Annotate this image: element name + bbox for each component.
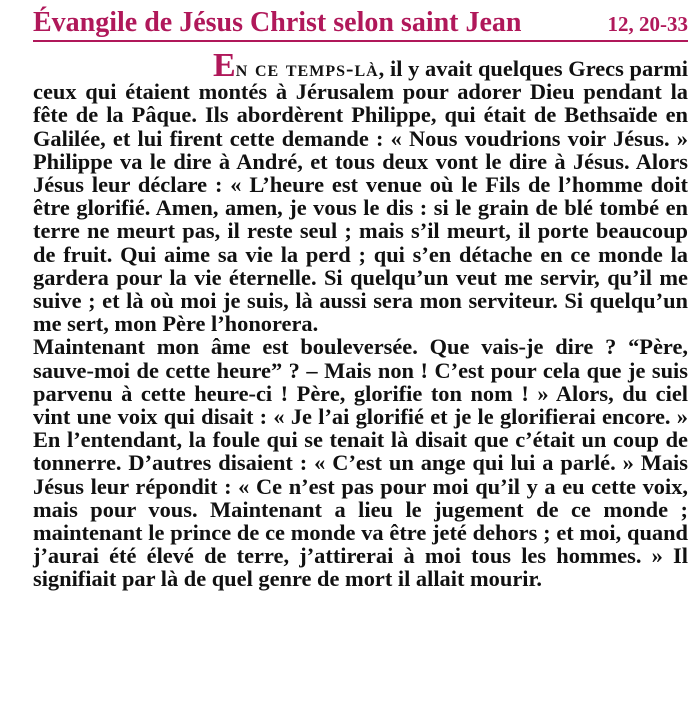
gospel-title: Évangile de Jésus Christ selon saint Jean xyxy=(33,7,522,38)
paragraph-2: Maintenant mon âme est bouleversée. Que vais-je dire ? “Père, sauve-moi de cette heure” ? – Mais non ! C’est pour cela que je suis parvenu à cette heure-ci ! Père, glorifie ton nom ! » Alors, du ciel vint une voix qui disait : « Je l’ai glorifié et je le glorifierai encore. » En l’entendant, la foule qui se tenait là disait que c’était un coup de tonnerre. D’autres disaient : « C’est un ange qui lui a parlé. » Mais Jésus leur répondit : « Ce n’est pas pour moi qu’il y a eu cette voix, mais pour vous. Maintenant a lieu le jugement de ce monde ; maintenant le prince de ce monde va être jeté dehors ; et moi, quand j’aurai été élevé de terre, j’attirerai à moi tous les hommes. » Il signifiait par là de quel genre de mort il allait mourir. xyxy=(33,334,688,592)
scripture-reference: 12, 20-33 xyxy=(607,12,688,36)
drop-cap-initial: E xyxy=(213,47,236,84)
gospel-header xyxy=(33,6,688,42)
paragraph-1 xyxy=(33,47,688,337)
opening-small-caps: n ce temps-là xyxy=(235,56,379,81)
paragraph-1-text: , il y avait quelques Grecs parmi ceux qui étaient montés à Jérusalem pour adorer Dieu pendant la fête de la Pâque. Ils abordèrent Philippe, qui était de Bethsaïde en Galilée, et lui firent cette demande : « Nous voudrions voir Jésus. » Philippe va le dire à André, et tous deux vont le dire à Jésus. Alors Jésus leur déclare : « L’heure est venue où le Fils de l’homme doit être glorifié. Amen, amen, je vous le dis : si le grain de blé tombé en terre ne meurt pas, il reste seul ; mais s’il meurt, il porte beaucoup de fruit. Qui aime sa vie la perd ; qui s’en détache en ce monde la gardera pour la vie éternelle. Si quelqu’un veut me servir, qu’il me suive ; et là où moi je suis, là aussi sera mon serviteur. Si quelqu’un me sert, mon Père l’honorera. xyxy=(33,56,688,337)
gospel-text xyxy=(33,47,688,592)
